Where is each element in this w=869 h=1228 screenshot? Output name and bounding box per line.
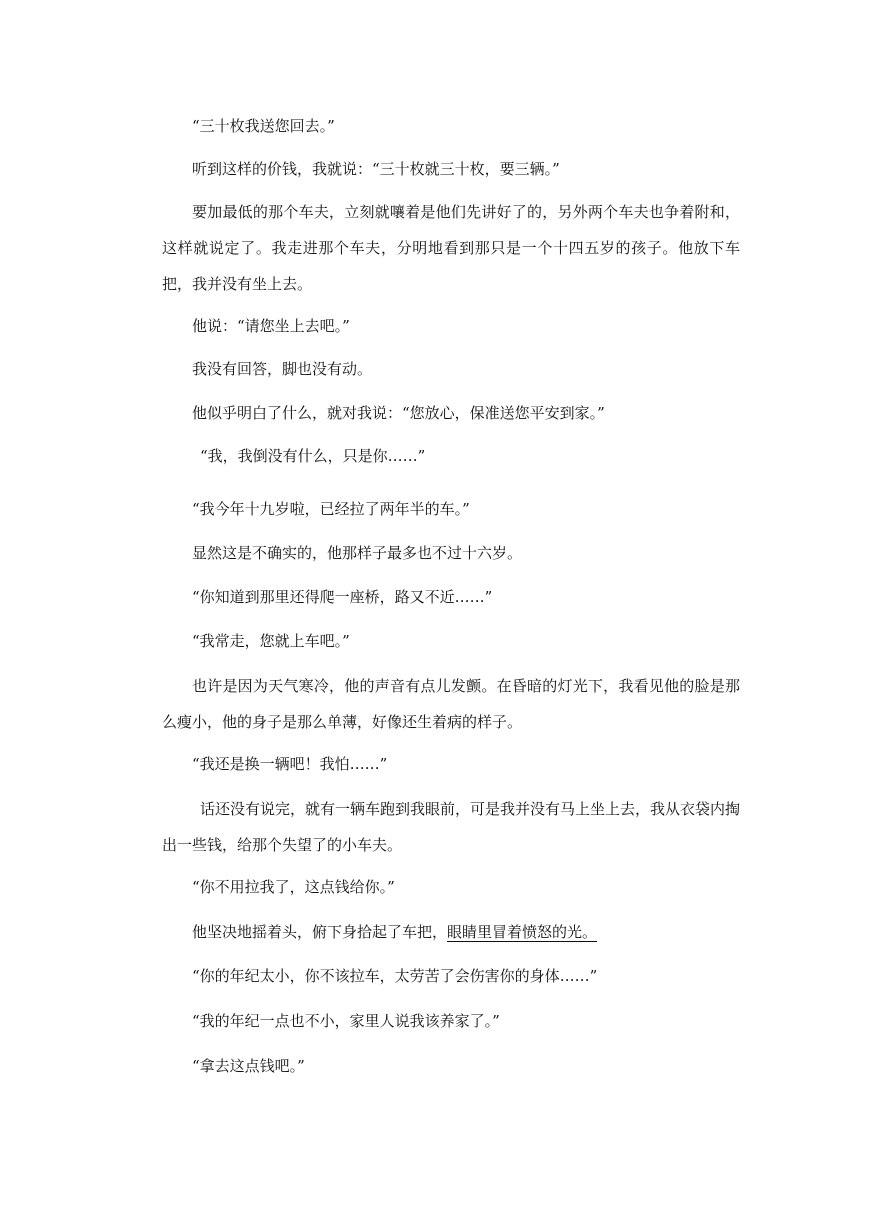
paragraph-10: “你知道到那里还得爬一座桥，路又不近……” bbox=[192, 588, 493, 606]
paragraph-11: “我常走，您就上车吧。” bbox=[192, 632, 350, 650]
paragraph-7: “我，我倒没有什么，只是你……” bbox=[200, 447, 426, 465]
paragraph-12: 也许是因为天气寒冷，他的声音有点儿发颤。在昏暗的灯光下，我看见他的脸是那么瘦小，他的身子是那么单薄，好像还生着病的样子。 bbox=[162, 677, 740, 731]
paragraph-16-text: 他坚决地摇着头，俯下身拾起了车把， bbox=[192, 923, 448, 941]
paragraph-13: “我还是换一辆吧！我怕……” bbox=[192, 755, 388, 773]
paragraph-9: 显然这是不确实的，他那样子最多也不过十六岁。 bbox=[192, 544, 523, 562]
underlined-phrase: 眼睛里冒着愤怒的光。 bbox=[447, 923, 598, 941]
paragraph-15: “你不用拉我了，这点钱给你。” bbox=[192, 878, 395, 896]
paragraph-3: 要加最低的那个车夫，立刻就嚷着是他们先讲好了的，另外两个车夫也争着附和，这样就说定了。我走进那个车夫，分明地看到那只是一个十四五岁的孩子。他放下车把，我并没有坐上去。 bbox=[162, 203, 740, 293]
paragraph-1: “三十枚我送您回去。” bbox=[192, 117, 335, 135]
paragraph-6: 他似乎明白了什么，就对我说：“您放心，保准送您平安到家。” bbox=[192, 404, 605, 422]
paragraph-18: “我的年纪一点也不小，家里人说我该养家了。” bbox=[192, 1012, 500, 1030]
paragraph-8: “我今年十九岁啦，已经拉了两年半的车。” bbox=[192, 500, 470, 518]
paragraph-14: 话还没有说完，就有一辆车跑到我眼前，可是我并没有马上坐上去，我从衣袋内掏出一些钱，给那个失望了的小车夫。 bbox=[162, 800, 741, 854]
paragraph-16 bbox=[162, 914, 740, 950]
paragraph-5: 我没有回答，脚也没有动。 bbox=[192, 360, 373, 378]
paragraph-2: 听到这样的价钱，我就说：“三十枚就三十枚，要三辆。” bbox=[192, 160, 560, 178]
paragraph-4: 他说：“请您坐上去吧。” bbox=[192, 317, 350, 335]
paragraph-19: “拿去这点钱吧。” bbox=[192, 1057, 305, 1075]
paragraph-17: “你的年纪太小，你不该拉车，太劳苦了会伤害你的身体……” bbox=[192, 967, 598, 985]
